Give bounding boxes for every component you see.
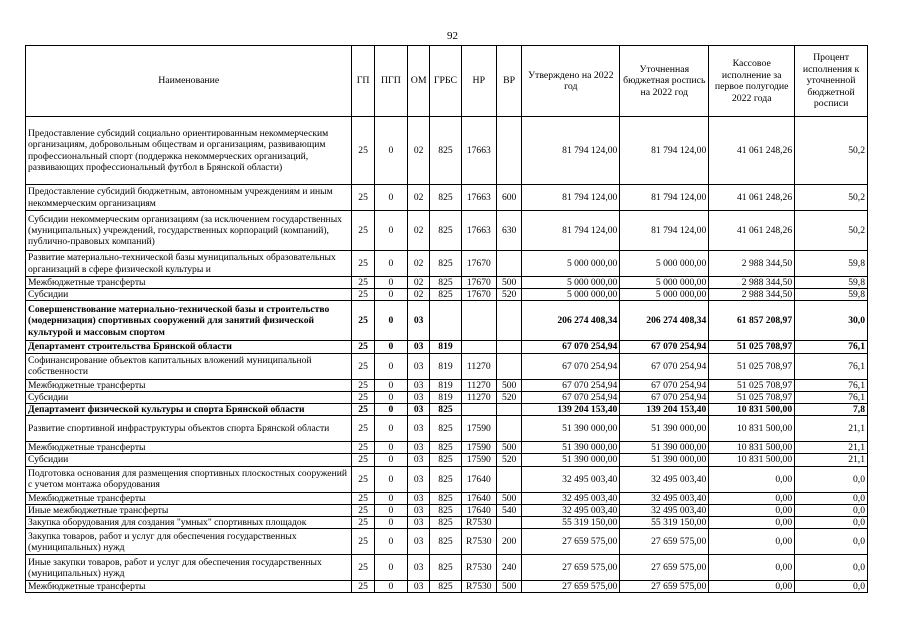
col-header-vr: ВР — [497, 46, 522, 117]
cell-ppgp: 0 — [374, 277, 407, 289]
cell-gp: 25 — [352, 353, 374, 379]
cell-om: 03 — [408, 391, 430, 403]
cell-percent: 76,1 — [795, 391, 868, 403]
cell-name: Департамент строительства Брянской области — [26, 341, 352, 353]
table-row — [26, 185, 868, 211]
cell-approved: 55 319 150,00 — [522, 517, 620, 529]
page-number: 92 — [447, 30, 458, 42]
cell-cash: 10 831 500,00 — [709, 454, 795, 466]
cell-approved: 32 495 003,40 — [522, 466, 620, 492]
cell-percent: 0,0 — [795, 492, 868, 504]
cell-np: 17640 — [461, 492, 496, 504]
cell-vr: 540 — [497, 504, 522, 516]
col-header-name: Наименование — [26, 46, 352, 117]
cell-cash: 2 988 344,50 — [709, 277, 795, 289]
cell-percent: 76,1 — [795, 341, 868, 353]
cell-approved: 51 390 000,00 — [522, 442, 620, 454]
cell-ppgp: 0 — [374, 581, 407, 593]
cell-approved: 32 495 003,40 — [522, 504, 620, 516]
cell-gp: 25 — [352, 391, 374, 403]
cell-vr — [497, 117, 522, 185]
cell-percent: 59,8 — [795, 251, 868, 277]
cell-refined: 5 000 000,00 — [620, 289, 709, 301]
cell-om: 03 — [408, 517, 430, 529]
cell-approved: 67 070 254,94 — [522, 341, 620, 353]
cell-grbs: 819 — [430, 353, 461, 379]
cell-gp: 25 — [352, 416, 374, 442]
col-header-om: ОМ — [408, 46, 430, 117]
cell-np: 17670 — [461, 277, 496, 289]
cell-percent: 0,0 — [795, 555, 868, 581]
table-row — [26, 504, 868, 516]
cell-cash: 0,00 — [709, 492, 795, 504]
cell-vr: 520 — [497, 289, 522, 301]
cell-ppgp: 0 — [374, 504, 407, 516]
cell-np: 17670 — [461, 289, 496, 301]
cell-np: 17640 — [461, 504, 496, 516]
cell-vr: 500 — [497, 442, 522, 454]
cell-om: 03 — [408, 301, 430, 341]
cell-gp: 25 — [352, 454, 374, 466]
cell-vr — [497, 301, 522, 341]
cell-grbs: 825 — [430, 442, 461, 454]
cell-om: 03 — [408, 442, 430, 454]
cell-np: R7530 — [461, 581, 496, 593]
cell-om: 03 — [408, 504, 430, 516]
cell-np: 17590 — [461, 442, 496, 454]
cell-refined: 67 070 254,94 — [620, 379, 709, 391]
col-header-grbs: ГРБС — [430, 46, 461, 117]
cell-om: 03 — [408, 416, 430, 442]
table-row — [26, 454, 868, 466]
cell-name: Совершенствование материально-технической базы и строительство (модернизация) спортивных сооружений для занятий физической культурой и массовым спортом — [26, 301, 352, 341]
table-row — [26, 211, 868, 251]
cell-om: 03 — [408, 581, 430, 593]
cell-vr: 520 — [497, 454, 522, 466]
cell-om: 02 — [408, 185, 430, 211]
cell-om: 02 — [408, 277, 430, 289]
cell-np: 17590 — [461, 416, 496, 442]
cell-cash: 61 857 208,97 — [709, 301, 795, 341]
table-row — [26, 353, 868, 379]
cell-np: R7530 — [461, 555, 496, 581]
cell-grbs: 825 — [430, 404, 461, 416]
cell-approved: 67 070 254,94 — [522, 379, 620, 391]
cell-gp: 25 — [352, 404, 374, 416]
cell-om: 03 — [408, 466, 430, 492]
cell-gp: 25 — [352, 211, 374, 251]
cell-vr: 500 — [497, 492, 522, 504]
cell-grbs — [430, 301, 461, 341]
cell-grbs: 825 — [430, 529, 461, 555]
cell-refined: 139 204 153,40 — [620, 404, 709, 416]
cell-cash: 10 831 500,00 — [709, 404, 795, 416]
cell-om: 03 — [408, 379, 430, 391]
cell-om: 03 — [408, 555, 430, 581]
cell-percent: 0,0 — [795, 529, 868, 555]
cell-cash: 51 025 708,97 — [709, 341, 795, 353]
cell-np — [461, 341, 496, 353]
cell-refined: 55 319 150,00 — [620, 517, 709, 529]
cell-ppgp: 0 — [374, 301, 407, 341]
cell-name: Предоставление субсидий социально ориентированным некоммерческим организациям, добровольным обществам и организациям, развивающим профессиональный спорт (поддержка некоммерческих организаций, развивающих профессиональный футбол в Брянской области) — [26, 117, 352, 185]
cell-vr — [497, 353, 522, 379]
cell-approved: 27 659 575,00 — [522, 555, 620, 581]
cell-name: Межбюджетные трансферты — [26, 581, 352, 593]
cell-approved: 81 794 124,00 — [522, 117, 620, 185]
cell-refined: 67 070 254,94 — [620, 391, 709, 403]
cell-percent: 76,1 — [795, 353, 868, 379]
cell-ppgp: 0 — [374, 404, 407, 416]
cell-grbs: 819 — [430, 379, 461, 391]
cell-refined: 27 659 575,00 — [620, 529, 709, 555]
cell-name: Межбюджетные трансферты — [26, 442, 352, 454]
cell-percent: 30,0 — [795, 301, 868, 341]
cell-om: 03 — [408, 341, 430, 353]
cell-grbs: 819 — [430, 391, 461, 403]
cell-vr: 500 — [497, 379, 522, 391]
cell-gp: 25 — [352, 117, 374, 185]
table-row — [26, 492, 868, 504]
cell-np: 11270 — [461, 353, 496, 379]
cell-refined: 5 000 000,00 — [620, 251, 709, 277]
cell-vr — [497, 466, 522, 492]
cell-np: 17663 — [461, 185, 496, 211]
cell-np — [461, 301, 496, 341]
cell-percent: 7,8 — [795, 404, 868, 416]
cell-ppgp: 0 — [374, 466, 407, 492]
cell-name: Субсидии некоммерческим организациям (за исключением государственных (муниципальных) учреждений, государственных корпораций (компаний), публично-правовых компаний) — [26, 211, 352, 251]
cell-gp: 25 — [352, 379, 374, 391]
cell-np: 17590 — [461, 454, 496, 466]
cell-approved: 27 659 575,00 — [522, 529, 620, 555]
cell-name: Межбюджетные трансферты — [26, 492, 352, 504]
cell-gp: 25 — [352, 466, 374, 492]
cell-vr: 630 — [497, 211, 522, 251]
cell-ppgp: 0 — [374, 529, 407, 555]
cell-cash: 0,00 — [709, 517, 795, 529]
cell-refined: 206 274 408,34 — [620, 301, 709, 341]
cell-name: Департамент физической культуры и спорта Брянской области — [26, 404, 352, 416]
cell-name: Подготовка основания для размещения спортивных плоскостных сооружений с учетом монтажа оборудования — [26, 466, 352, 492]
cell-om: 03 — [408, 353, 430, 379]
cell-np — [461, 404, 496, 416]
cell-np: 17663 — [461, 117, 496, 185]
cell-refined: 51 390 000,00 — [620, 416, 709, 442]
col-header-refined: Уточненная бюджетная роспись на 2022 год — [620, 46, 709, 117]
table-row — [26, 404, 868, 416]
table-row — [26, 442, 868, 454]
cell-om: 02 — [408, 211, 430, 251]
cell-name: Софинансирование объектов капитальных вложений муниципальной собственности — [26, 353, 352, 379]
cell-ppgp: 0 — [374, 416, 407, 442]
table-row — [26, 379, 868, 391]
cell-name: Развитие спортивной инфраструктуры объектов спорта Брянской области — [26, 416, 352, 442]
cell-np: R7530 — [461, 529, 496, 555]
cell-om: 02 — [408, 117, 430, 185]
cell-name: Субсидии — [26, 454, 352, 466]
cell-vr: 200 — [497, 529, 522, 555]
cell-grbs: 825 — [430, 555, 461, 581]
cell-grbs: 825 — [430, 185, 461, 211]
cell-gp: 25 — [352, 492, 374, 504]
cell-percent: 0,0 — [795, 517, 868, 529]
cell-approved: 51 390 000,00 — [522, 454, 620, 466]
cell-gp: 25 — [352, 517, 374, 529]
cell-cash: 41 061 248,26 — [709, 117, 795, 185]
cell-refined: 51 390 000,00 — [620, 454, 709, 466]
cell-refined: 27 659 575,00 — [620, 555, 709, 581]
cell-ppgp: 0 — [374, 289, 407, 301]
cell-om: 03 — [408, 492, 430, 504]
cell-om: 02 — [408, 251, 430, 277]
cell-vr — [497, 404, 522, 416]
table-header-row — [26, 46, 868, 117]
cell-grbs: 825 — [430, 277, 461, 289]
cell-percent: 50,2 — [795, 117, 868, 185]
cell-grbs: 825 — [430, 466, 461, 492]
cell-ppgp: 0 — [374, 454, 407, 466]
cell-cash: 0,00 — [709, 466, 795, 492]
cell-approved: 67 070 254,94 — [522, 353, 620, 379]
cell-vr — [497, 416, 522, 442]
cell-name: Закупка оборудования для создания "умных" спортивных площадок — [26, 517, 352, 529]
cell-gp: 25 — [352, 289, 374, 301]
cell-gp: 25 — [352, 251, 374, 277]
table-row — [26, 251, 868, 277]
cell-approved: 5 000 000,00 — [522, 251, 620, 277]
cell-name: Закупка товаров, работ и услуг для обеспечения государственных (муниципальных) нужд — [26, 529, 352, 555]
table-row — [26, 517, 868, 529]
cell-percent: 59,8 — [795, 277, 868, 289]
table-row — [26, 117, 868, 185]
cell-ppgp: 0 — [374, 517, 407, 529]
cell-percent: 50,2 — [795, 211, 868, 251]
cell-cash: 10 831 500,00 — [709, 442, 795, 454]
cell-grbs: 825 — [430, 117, 461, 185]
cell-ppgp: 0 — [374, 117, 407, 185]
table-row — [26, 555, 868, 581]
col-header-np: НР — [461, 46, 496, 117]
cell-percent: 0,0 — [795, 581, 868, 593]
table-row — [26, 289, 868, 301]
cell-approved: 81 794 124,00 — [522, 211, 620, 251]
cell-grbs: 825 — [430, 581, 461, 593]
cell-cash: 51 025 708,97 — [709, 379, 795, 391]
cell-percent: 21,1 — [795, 416, 868, 442]
cell-refined: 32 495 003,40 — [620, 504, 709, 516]
cell-name: Межбюджетные трансферты — [26, 277, 352, 289]
table-row — [26, 529, 868, 555]
cell-approved: 5 000 000,00 — [522, 289, 620, 301]
cell-refined: 5 000 000,00 — [620, 277, 709, 289]
cell-approved: 67 070 254,94 — [522, 391, 620, 403]
table-row — [26, 416, 868, 442]
cell-percent: 76,1 — [795, 379, 868, 391]
cell-vr: 600 — [497, 185, 522, 211]
col-header-cash: Кассовое исполнение за первое полугодие 2022 года — [709, 46, 795, 117]
cell-refined: 81 794 124,00 — [620, 117, 709, 185]
cell-approved: 139 204 153,40 — [522, 404, 620, 416]
cell-vr: 240 — [497, 555, 522, 581]
table-row — [26, 341, 868, 353]
cell-np: 17670 — [461, 251, 496, 277]
cell-ppgp: 0 — [374, 211, 407, 251]
col-header-gp: ГП — [352, 46, 374, 117]
cell-om: 03 — [408, 529, 430, 555]
cell-name: Субсидии — [26, 391, 352, 403]
cell-ppgp: 0 — [374, 442, 407, 454]
cell-om: 03 — [408, 454, 430, 466]
cell-gp: 25 — [352, 529, 374, 555]
cell-approved: 206 274 408,34 — [522, 301, 620, 341]
table-row — [26, 277, 868, 289]
cell-gp: 25 — [352, 301, 374, 341]
cell-gp: 25 — [352, 555, 374, 581]
cell-ppgp: 0 — [374, 353, 407, 379]
cell-gp: 25 — [352, 277, 374, 289]
cell-percent: 0,0 — [795, 466, 868, 492]
cell-np: 17663 — [461, 211, 496, 251]
cell-percent: 21,1 — [795, 442, 868, 454]
cell-om: 03 — [408, 404, 430, 416]
cell-refined: 32 495 003,40 — [620, 466, 709, 492]
col-header-ppgp: ПГП — [374, 46, 407, 117]
cell-cash: 0,00 — [709, 529, 795, 555]
cell-name: Межбюджетные трансферты — [26, 379, 352, 391]
cell-refined: 81 794 124,00 — [620, 185, 709, 211]
cell-grbs: 825 — [430, 289, 461, 301]
table-row — [26, 301, 868, 341]
cell-grbs: 825 — [430, 251, 461, 277]
cell-cash: 0,00 — [709, 504, 795, 516]
cell-vr: 520 — [497, 391, 522, 403]
cell-om: 02 — [408, 289, 430, 301]
cell-ppgp: 0 — [374, 341, 407, 353]
cell-cash: 41 061 248,26 — [709, 185, 795, 211]
cell-refined: 51 390 000,00 — [620, 442, 709, 454]
cell-percent: 50,2 — [795, 185, 868, 211]
cell-vr: 500 — [497, 277, 522, 289]
cell-approved: 32 495 003,40 — [522, 492, 620, 504]
cell-ppgp: 0 — [374, 492, 407, 504]
cell-cash: 10 831 500,00 — [709, 416, 795, 442]
cell-name: Субсидии — [26, 289, 352, 301]
col-header-percent: Процент исполнения к уточненной бюджетной росписи — [795, 46, 868, 117]
cell-ppgp: 0 — [374, 391, 407, 403]
cell-cash: 41 061 248,26 — [709, 211, 795, 251]
cell-grbs: 825 — [430, 492, 461, 504]
table-row — [26, 391, 868, 403]
cell-cash: 51 025 708,97 — [709, 391, 795, 403]
cell-gp: 25 — [352, 442, 374, 454]
cell-approved: 81 794 124,00 — [522, 185, 620, 211]
cell-cash: 0,00 — [709, 555, 795, 581]
cell-approved: 27 659 575,00 — [522, 581, 620, 593]
cell-cash: 2 988 344,50 — [709, 251, 795, 277]
cell-refined: 27 659 575,00 — [620, 581, 709, 593]
cell-cash: 0,00 — [709, 581, 795, 593]
cell-approved: 5 000 000,00 — [522, 277, 620, 289]
cell-percent: 21,1 — [795, 454, 868, 466]
cell-vr — [497, 341, 522, 353]
cell-refined: 67 070 254,94 — [620, 341, 709, 353]
cell-grbs: 825 — [430, 517, 461, 529]
cell-cash: 51 025 708,97 — [709, 353, 795, 379]
cell-refined: 32 495 003,40 — [620, 492, 709, 504]
cell-gp: 25 — [352, 341, 374, 353]
cell-np: 11270 — [461, 391, 496, 403]
cell-grbs: 825 — [430, 504, 461, 516]
table-row — [26, 581, 868, 593]
budget-table — [25, 45, 868, 593]
cell-cash: 2 988 344,50 — [709, 289, 795, 301]
cell-refined: 67 070 254,94 — [620, 353, 709, 379]
cell-name: Предоставление субсидий бюджетным, автономным учреждениям и иным некоммерческим организациям — [26, 185, 352, 211]
cell-percent: 0,0 — [795, 504, 868, 516]
cell-np: R7530 — [461, 517, 496, 529]
cell-gp: 25 — [352, 581, 374, 593]
cell-ppgp: 0 — [374, 251, 407, 277]
cell-np: 17640 — [461, 466, 496, 492]
col-header-approved: Утверждено на 2022 год — [522, 46, 620, 117]
cell-gp: 25 — [352, 504, 374, 516]
cell-ppgp: 0 — [374, 379, 407, 391]
table-row — [26, 466, 868, 492]
cell-gp: 25 — [352, 185, 374, 211]
cell-ppgp: 0 — [374, 555, 407, 581]
cell-ppgp: 0 — [374, 185, 407, 211]
cell-np: 11270 — [461, 379, 496, 391]
cell-name: Иные закупки товаров, работ и услуг для обеспечения государственных (муниципальных) нужд — [26, 555, 352, 581]
cell-name: Иные межбюджетные трансферты — [26, 504, 352, 516]
cell-grbs: 825 — [430, 211, 461, 251]
cell-grbs: 819 — [430, 341, 461, 353]
cell-vr — [497, 251, 522, 277]
cell-approved: 51 390 000,00 — [522, 416, 620, 442]
cell-percent: 59,8 — [795, 289, 868, 301]
cell-vr — [497, 517, 522, 529]
cell-grbs: 825 — [430, 416, 461, 442]
cell-refined: 81 794 124,00 — [620, 211, 709, 251]
cell-grbs: 825 — [430, 454, 461, 466]
cell-name: Развитие материально-технической базы муниципальных образовательных организаций в сфере физической культуры и — [26, 251, 352, 277]
cell-vr: 500 — [497, 581, 522, 593]
